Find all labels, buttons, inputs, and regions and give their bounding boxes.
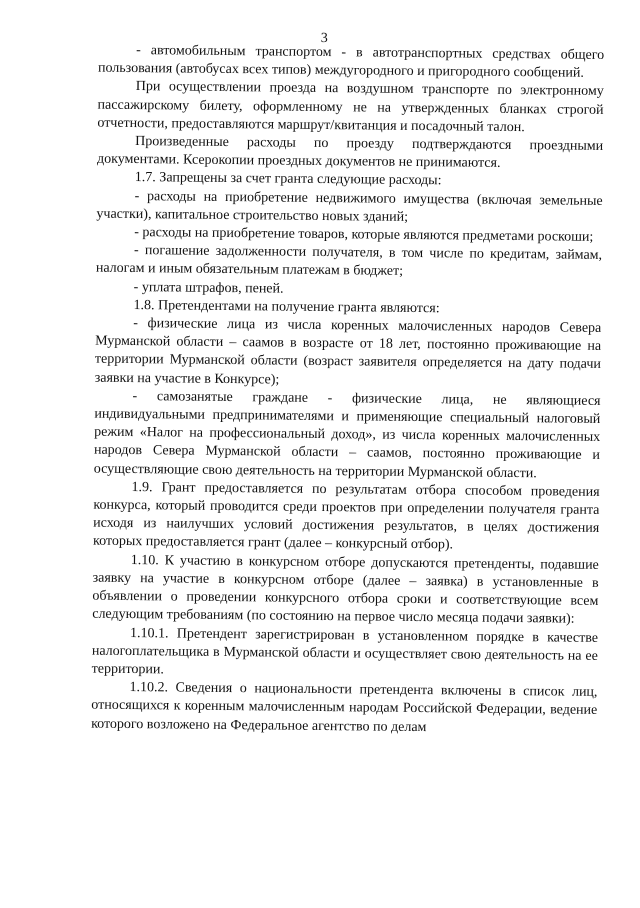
paragraph: 1.9. Грант предоставляется по результатам отбора способом проведения конкурса, который проводится среди проектов при определении получателя гранта исходя из наилучших условий достижения результатов, в целях достижения которых предоставляется грант (далее – конкурсный отбор). — [92, 479, 600, 553]
paragraph: - расходы на приобретение товаров, которые являются предметами роскоши; — [134, 225, 594, 245]
paragraph: - погашение задолженности получателя, в том числе по кредитам, займам, налогам и иным обязательным платежам в бюджет; — [95, 243, 603, 280]
paragraph: 1.7. Запрещены за счет гранта следующие расходы: — [134, 170, 442, 189]
paragraph: - расходы на приобретение недвижимого имущества (включая земельные участки), капитальное строительство новых зданий; — [96, 188, 603, 225]
paragraph: Произведенные расходы по проезду подтверждаются проездными документами. Ксерокопии проездных документов не принимаются. — [96, 134, 604, 172]
paragraph: 1.10. К участию в конкурсном отборе допускаются претенденты, подавшие заявку на участие в конкурсном отборе (далее – заявка) в установленные в объявлении о проведении конкурсного отбора сроки и соответствующие всем следующим требованиям (по состоянию на первое число месяца подачи заявки): — [92, 552, 599, 627]
paragraph: При осуществлении проезда на воздушном транспорте по электронному пассажирскому билету, оформленному не на утвержденных бланках строгой отчетности, предоставляются маршрут/квитанция и посадочный талон. — [97, 79, 604, 135]
paragraph: 1.8. Претендентами на получение гранта являются: — [133, 297, 440, 317]
paragraph: - самозанятые граждане - физические лица, не являющиеся индивидуальными предпринимателями и применяющие специальный налоговый режим «Налог на профессиональный доход», из числа коренных малочисленных народов Севера Мурманской области – саамов, постоянно проживающие и осуществляющие свою деятельность на территории Мурманской области. — [93, 388, 601, 481]
paragraph: - уплата штрафов, пеней. — [133, 279, 284, 297]
document-body — [91, 42, 604, 739]
paragraph: 1.10.2. Сведения о национальности претендента включены в список лиц, относящихся к коренным малочисленным народам Российской Федерации, ведение которого возложено на Федеральное агентство по делам — [91, 680, 598, 735]
paragraph: - автомобильным транспортом - в автотранспортных средствах общего пользования (автобусах всех типов) междугородного и пригородного сообщений. — [97, 43, 605, 81]
paragraph: 1.10.1. Претендент зарегистрирован в установленном порядке в качестве налогоплательщика в Мурманской области и осуществляет свою деятельность на ее территории. — [91, 625, 599, 678]
paragraph: - физические лица из числа коренных малочисленных народов Севера Мурманской области – саамов в возрасте от 18 лет, постоянно проживающие на территории Мурманской области (возраст заявителя определяется на дату подачи заявки на участие в Конкурсе); — [94, 316, 602, 388]
page-number: 3 — [320, 30, 328, 47]
